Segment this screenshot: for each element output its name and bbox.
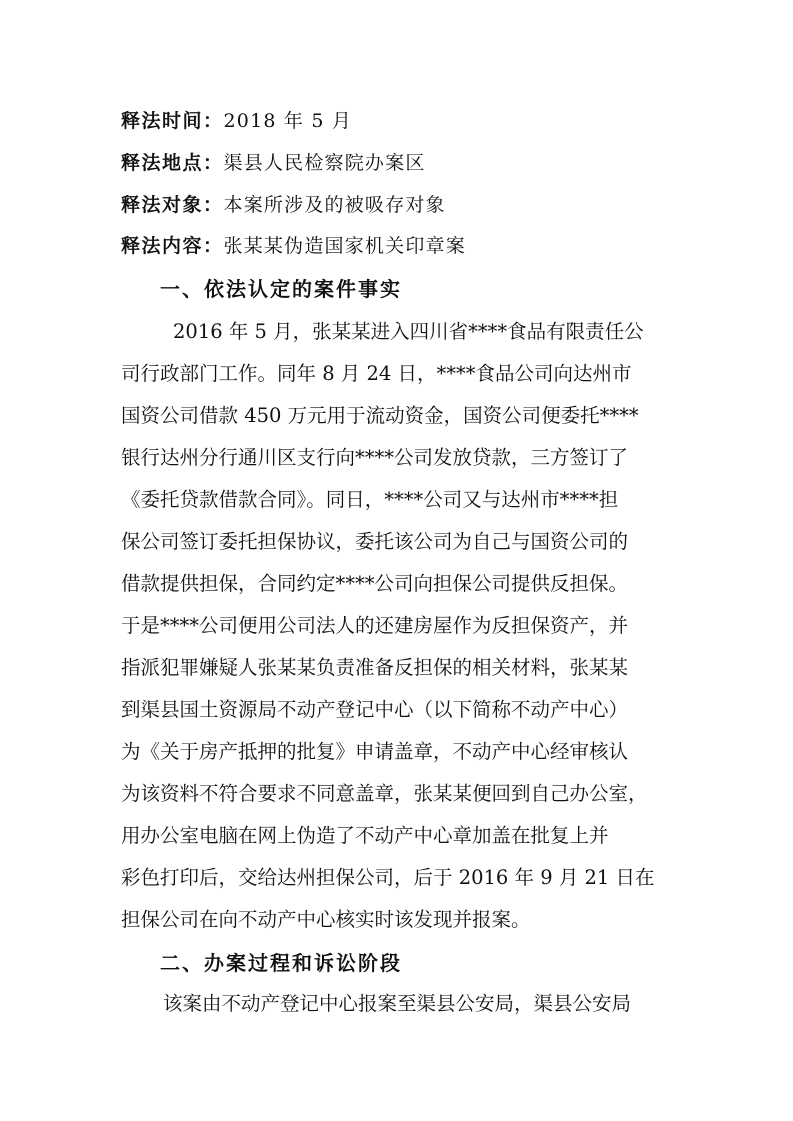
meta-time-label: 释法时间：: [121, 110, 224, 132]
meta-time: [121, 106, 352, 133]
paragraph-line: 为《关于房产抵押的批复》申请盖章，不动产中心经审核认: [121, 740, 629, 763]
paragraph-line: 保公司签订委托担保协议，委托该公司为自己与国资公司的: [121, 530, 629, 553]
meta-audience: [121, 190, 446, 217]
meta-audience-label: 释法对象：: [121, 194, 224, 216]
meta-location-label: 释法地点：: [121, 152, 224, 174]
paragraph-line: 2016 年 5 月，张某某进入四川省****食品有限责任公: [173, 320, 644, 343]
meta-location-value: 渠县人民检察院办案区: [223, 152, 426, 174]
section-heading-facts: 一、依法认定的案件事实: [160, 277, 402, 301]
paragraph-line: 司行政部门工作。同年 8 月 24 日，****食品公司向达州市: [121, 362, 632, 385]
section-heading-process: 二、办案过程和诉讼阶段: [160, 951, 402, 975]
paragraph-line: 为该资料不符合要求不同意盖章，张某某便回到自己办公室，: [121, 782, 648, 805]
meta-time-value: 2018 年 5 月: [223, 110, 353, 132]
paragraph-line: 彩色打印后，交给达州担保公司，后于 2016 年 9 月 21 日在: [121, 866, 655, 889]
paragraph-line: 该案由不动产登记中心报案至渠县公安局，渠县公安局: [163, 992, 632, 1015]
paragraph-line: 银行达州分行通川区支行向****公司发放贷款，三方签订了: [121, 446, 629, 469]
paragraph-line: 借款提供担保，合同约定****公司向担保公司提供反担保。: [121, 572, 629, 595]
meta-content: [121, 231, 466, 258]
meta-location: [121, 148, 426, 175]
meta-audience-value: 本案所涉及的被吸存对象: [223, 194, 446, 216]
paragraph-line: 于是****公司便用公司法人的还建房屋作为反担保资产，并: [121, 614, 629, 637]
paragraph-line: 担保公司在向不动产中心核实时该发现并报案。: [121, 908, 531, 931]
meta-content-value: 张某某伪造国家机关印章案: [223, 235, 466, 257]
paragraph-line: 《委托贷款借款合同》。同日，****公司又与达州市****担: [121, 488, 619, 511]
paragraph-line: 到渠县国土资源局不动产登记中心（以下简称不动产中心）: [121, 698, 629, 721]
paragraph-line: 用办公室电脑在网上伪造了不动产中心章加盖在批复上并: [121, 824, 609, 847]
paragraph-line: 指派犯罪嫌疑人张某某负责准备反担保的相关材料，张某某: [121, 656, 629, 679]
paragraph-line: 国资公司借款 450 万元用于流动资金，国资公司便委托****: [121, 404, 639, 427]
meta-content-label: 释法内容：: [121, 235, 224, 257]
